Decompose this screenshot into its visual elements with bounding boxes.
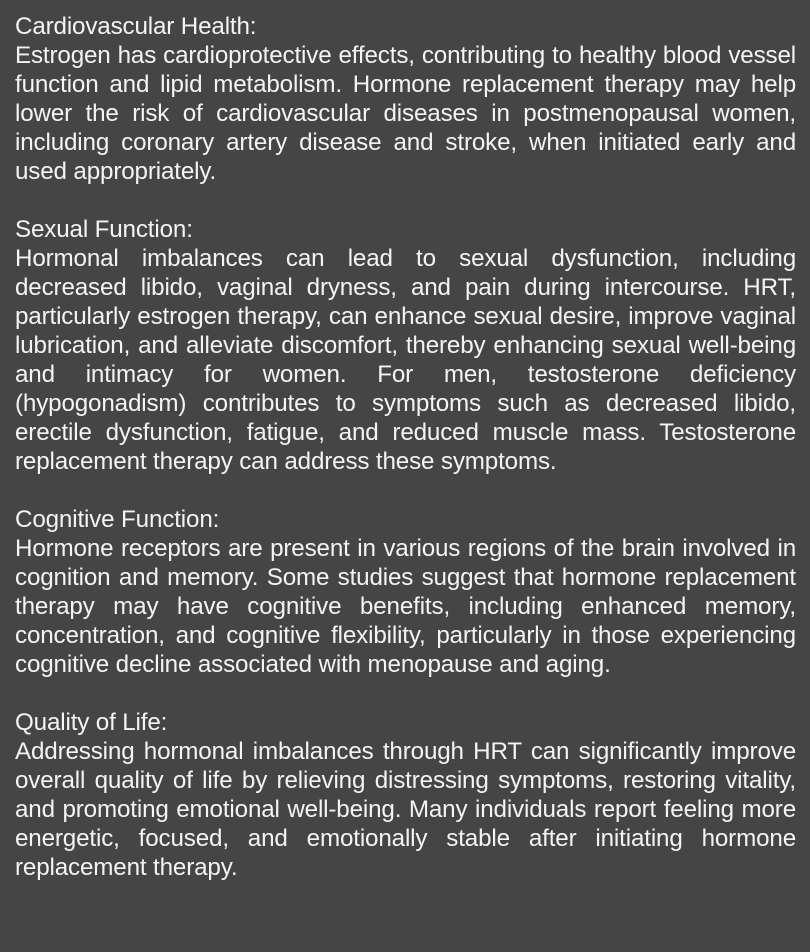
section-cognitive-function xyxy=(15,505,796,679)
section-title: Sexual Function: xyxy=(15,216,193,243)
section-sexual-function xyxy=(15,215,796,476)
section-body: Hormonal imbalances can lead to sexual dysfunction, including decreased libido, vaginal dryness, and pain during intercourse. HRT, particularly estrogen therapy, can enhance sexual desire, improve vaginal lubrication, and alleviate discomfort, thereby enhancing sexual well-being and intimacy for women. For men, testosterone deficiency (hypogonadism) contributes to symptoms such as decreased libido, erectile dysfunction, fatigue, and reduced muscle mass. Testosterone replacement therapy can address these symptoms. xyxy=(15,245,796,475)
section-quality-of-life xyxy=(15,708,796,882)
section-body: Estrogen has cardioprotective effects, contributing to healthy blood vessel function and lipid metabolism. Hormone replacement therapy may help lower the risk of cardiovascular diseases in postmenopausal women, including coronary artery disease and stroke, when initiated early and used appropriately. xyxy=(15,42,796,185)
section-cardiovascular-health xyxy=(15,12,796,186)
section-title: Cognitive Function: xyxy=(15,506,220,533)
section-body: Addressing hormonal imbalances through HRT can significantly improve overall quality of life by relieving distressing symptoms, restoring vitality, and promoting emotional well-being. Many individuals report feeling more energetic, focused, and emotionally stable after initiating hormone replacement therapy. xyxy=(15,738,796,881)
section-body: Hormone receptors are present in various regions of the brain involved in cognition and memory. Some studies suggest that hormone replacement therapy may have cognitive benefits, including enhanced memory, concentration, and cognitive flexibility, particularly in those experiencing cognitive decline associated with menopause and aging. xyxy=(15,535,796,678)
section-title: Quality of Life: xyxy=(15,709,168,736)
section-title: Cardiovascular Health: xyxy=(15,13,257,40)
